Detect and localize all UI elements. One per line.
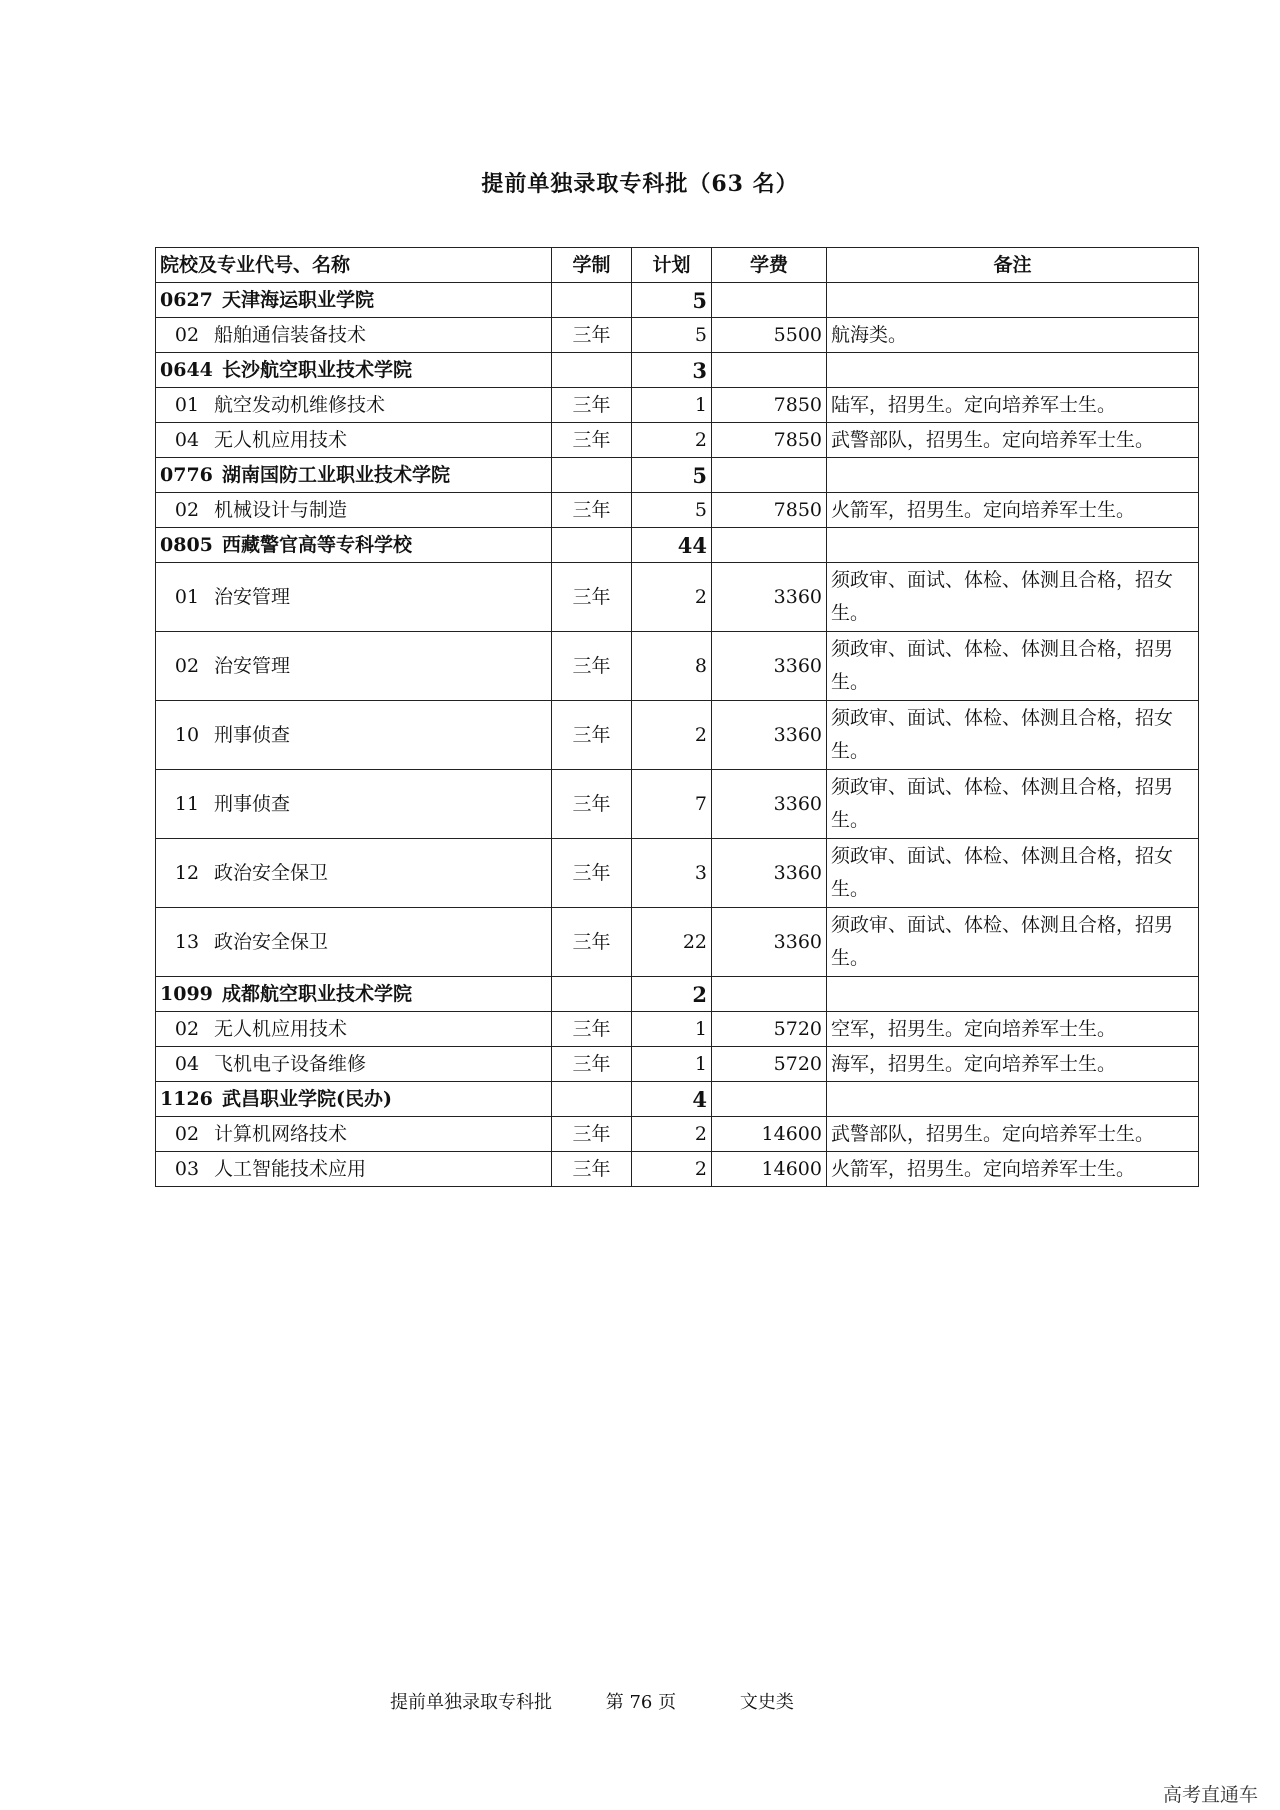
major-code: 04 bbox=[174, 1052, 200, 1075]
cell-years bbox=[552, 528, 632, 563]
cell-name bbox=[156, 388, 552, 423]
cell-note: 须政审、面试、体检、体测且合格，招男生。 bbox=[827, 770, 1199, 839]
major-name: 航空发动机维修技术 bbox=[214, 393, 386, 416]
cell-plan: 8 bbox=[632, 632, 712, 701]
major-code: 11 bbox=[174, 792, 200, 815]
cell-plan: 3 bbox=[632, 839, 712, 908]
header-fee: 学费 bbox=[712, 248, 827, 283]
school-code: 1099 bbox=[160, 982, 213, 1005]
table-header-row bbox=[156, 248, 1199, 283]
major-name: 飞机电子设备维修 bbox=[214, 1052, 367, 1075]
major-row bbox=[156, 701, 1199, 770]
cell-fee: 3360 bbox=[712, 839, 827, 908]
cell-name bbox=[156, 528, 552, 563]
cell-plan: 2 bbox=[632, 701, 712, 770]
cell-name bbox=[156, 1012, 552, 1047]
cell-name bbox=[156, 1117, 552, 1152]
school-name: 湖南国防工业职业技术学院 bbox=[222, 463, 451, 486]
major-row bbox=[156, 493, 1199, 528]
cell-fee bbox=[712, 977, 827, 1012]
cell-note: 航海类。 bbox=[827, 318, 1199, 353]
cell-name bbox=[156, 908, 552, 977]
cell-plan: 1 bbox=[632, 388, 712, 423]
cell-years bbox=[552, 458, 632, 493]
cell-fee: 7850 bbox=[712, 493, 827, 528]
cell-plan: 4 bbox=[632, 1082, 712, 1117]
cell-name bbox=[156, 1152, 552, 1187]
cell-fee: 3360 bbox=[712, 908, 827, 977]
major-code: 12 bbox=[174, 861, 200, 884]
major-code: 02 bbox=[174, 498, 200, 521]
major-name: 船舶通信装备技术 bbox=[214, 323, 367, 346]
major-name: 计算机网络技术 bbox=[214, 1122, 348, 1145]
cell-note bbox=[827, 528, 1199, 563]
cell-note: 须政审、面试、体检、体测且合格，招男生。 bbox=[827, 908, 1199, 977]
major-row bbox=[156, 388, 1199, 423]
major-row bbox=[156, 839, 1199, 908]
cell-fee: 7850 bbox=[712, 388, 827, 423]
cell-note: 须政审、面试、体检、体测且合格，招女生。 bbox=[827, 563, 1199, 632]
cell-years bbox=[552, 353, 632, 388]
cell-plan: 7 bbox=[632, 770, 712, 839]
watermark-text: 高考直通车 bbox=[1162, 1784, 1258, 1806]
school-row bbox=[156, 458, 1199, 493]
major-name: 政治安全保卫 bbox=[214, 930, 329, 953]
cell-note: 武警部队，招男生。定向培养军士生。 bbox=[827, 423, 1199, 458]
cell-note bbox=[827, 283, 1199, 318]
cell-note: 火箭军，招男生。定向培养军士生。 bbox=[827, 493, 1199, 528]
header-plan: 计划 bbox=[632, 248, 712, 283]
school-name: 武昌职业学院(民办) bbox=[222, 1087, 392, 1110]
footer-page-number: 第 76 页 bbox=[605, 1692, 677, 1713]
major-code: 10 bbox=[174, 723, 200, 746]
major-row bbox=[156, 318, 1199, 353]
footer-section: 提前单独录取专科批 bbox=[390, 1692, 552, 1713]
school-name: 天津海运职业学院 bbox=[222, 288, 375, 311]
cell-years: 三年 bbox=[552, 423, 632, 458]
school-code: 0805 bbox=[160, 533, 213, 556]
school-name: 西藏警官高等专科学校 bbox=[222, 533, 413, 556]
major-row bbox=[156, 423, 1199, 458]
school-code: 1126 bbox=[160, 1087, 213, 1110]
cell-name bbox=[156, 283, 552, 318]
cell-years: 三年 bbox=[552, 1047, 632, 1082]
school-row bbox=[156, 283, 1199, 318]
cell-years: 三年 bbox=[552, 908, 632, 977]
cell-note: 空军，招男生。定向培养军士生。 bbox=[827, 1012, 1199, 1047]
cell-fee: 5720 bbox=[712, 1047, 827, 1082]
major-name: 刑事侦查 bbox=[214, 723, 291, 746]
cell-fee: 3360 bbox=[712, 701, 827, 770]
cell-years bbox=[552, 283, 632, 318]
school-name: 成都航空职业技术学院 bbox=[222, 982, 413, 1005]
major-row bbox=[156, 632, 1199, 701]
cell-plan: 1 bbox=[632, 1012, 712, 1047]
cell-name bbox=[156, 1082, 552, 1117]
cell-plan: 22 bbox=[632, 908, 712, 977]
major-code: 02 bbox=[174, 1017, 200, 1040]
cell-plan: 44 bbox=[632, 528, 712, 563]
cell-fee bbox=[712, 353, 827, 388]
cell-note: 须政审、面试、体检、体测且合格，招女生。 bbox=[827, 701, 1199, 770]
cell-plan: 5 bbox=[632, 493, 712, 528]
cell-note bbox=[827, 977, 1199, 1012]
school-code: 0776 bbox=[160, 463, 213, 486]
cell-plan: 2 bbox=[632, 1117, 712, 1152]
page-title: 提前单独录取专科批（63 名） bbox=[481, 171, 799, 197]
cell-plan: 2 bbox=[632, 977, 712, 1012]
major-row bbox=[156, 1047, 1199, 1082]
cell-plan: 3 bbox=[632, 353, 712, 388]
cell-fee bbox=[712, 283, 827, 318]
cell-years: 三年 bbox=[552, 563, 632, 632]
cell-plan: 5 bbox=[632, 283, 712, 318]
school-row bbox=[156, 353, 1199, 388]
school-row bbox=[156, 1082, 1199, 1117]
cell-name bbox=[156, 353, 552, 388]
cell-name bbox=[156, 318, 552, 353]
cell-plan: 2 bbox=[632, 1152, 712, 1187]
major-name: 治安管理 bbox=[214, 654, 291, 677]
cell-years: 三年 bbox=[552, 318, 632, 353]
major-code: 04 bbox=[174, 428, 200, 451]
cell-note: 须政审、面试、体检、体测且合格，招男生。 bbox=[827, 632, 1199, 701]
cell-years: 三年 bbox=[552, 770, 632, 839]
cell-fee: 5500 bbox=[712, 318, 827, 353]
major-name: 政治安全保卫 bbox=[214, 861, 329, 884]
school-row bbox=[156, 977, 1199, 1012]
major-row bbox=[156, 1012, 1199, 1047]
cell-years: 三年 bbox=[552, 493, 632, 528]
school-code: 0644 bbox=[160, 358, 213, 381]
major-code: 02 bbox=[174, 654, 200, 677]
cell-name bbox=[156, 770, 552, 839]
major-code: 03 bbox=[174, 1157, 200, 1180]
cell-years: 三年 bbox=[552, 632, 632, 701]
cell-name bbox=[156, 1047, 552, 1082]
cell-years: 三年 bbox=[552, 839, 632, 908]
cell-name bbox=[156, 493, 552, 528]
major-row bbox=[156, 1152, 1199, 1187]
cell-fee bbox=[712, 458, 827, 493]
cell-note bbox=[827, 458, 1199, 493]
cell-years: 三年 bbox=[552, 1152, 632, 1187]
cell-years: 三年 bbox=[552, 1117, 632, 1152]
cell-years: 三年 bbox=[552, 1012, 632, 1047]
school-row bbox=[156, 528, 1199, 563]
cell-plan: 1 bbox=[632, 1047, 712, 1082]
school-name: 长沙航空职业技术学院 bbox=[222, 358, 413, 381]
cell-plan: 5 bbox=[632, 458, 712, 493]
page-footer bbox=[390, 1688, 794, 1714]
cell-years bbox=[552, 977, 632, 1012]
major-code: 01 bbox=[174, 393, 200, 416]
cell-years bbox=[552, 1082, 632, 1117]
admission-table bbox=[155, 247, 1199, 1187]
major-name: 刑事侦查 bbox=[214, 792, 291, 815]
major-name: 人工智能技术应用 bbox=[214, 1157, 367, 1180]
cell-note: 须政审、面试、体检、体测且合格，招女生。 bbox=[827, 839, 1199, 908]
cell-name bbox=[156, 839, 552, 908]
cell-fee: 5720 bbox=[712, 1012, 827, 1047]
major-code: 01 bbox=[174, 585, 200, 608]
cell-note: 海军，招男生。定向培养军士生。 bbox=[827, 1047, 1199, 1082]
cell-plan: 5 bbox=[632, 318, 712, 353]
major-name: 无人机应用技术 bbox=[214, 1017, 348, 1040]
cell-plan: 2 bbox=[632, 563, 712, 632]
cell-name bbox=[156, 701, 552, 770]
major-name: 治安管理 bbox=[214, 585, 291, 608]
cell-years: 三年 bbox=[552, 388, 632, 423]
cell-fee bbox=[712, 1082, 827, 1117]
cell-years: 三年 bbox=[552, 701, 632, 770]
cell-note: 陆军，招男生。定向培养军士生。 bbox=[827, 388, 1199, 423]
major-code: 02 bbox=[174, 1122, 200, 1145]
major-code: 13 bbox=[174, 930, 200, 953]
header-years: 学制 bbox=[552, 248, 632, 283]
major-row bbox=[156, 563, 1199, 632]
cell-fee: 3360 bbox=[712, 563, 827, 632]
cell-name bbox=[156, 632, 552, 701]
cell-fee: 3360 bbox=[712, 632, 827, 701]
cell-fee: 14600 bbox=[712, 1152, 827, 1187]
school-code: 0627 bbox=[160, 288, 213, 311]
major-code: 02 bbox=[174, 323, 200, 346]
footer-category: 文史类 bbox=[739, 1692, 794, 1713]
header-name: 院校及专业代号、名称 bbox=[156, 248, 552, 283]
header-note: 备注 bbox=[827, 248, 1199, 283]
cell-name bbox=[156, 977, 552, 1012]
cell-name bbox=[156, 458, 552, 493]
table-body bbox=[156, 283, 1199, 1187]
major-row bbox=[156, 908, 1199, 977]
cell-fee: 3360 bbox=[712, 770, 827, 839]
major-name: 机械设计与制造 bbox=[214, 498, 348, 521]
cell-note: 火箭军，招男生。定向培养军士生。 bbox=[827, 1152, 1199, 1187]
cell-fee: 14600 bbox=[712, 1117, 827, 1152]
cell-fee bbox=[712, 528, 827, 563]
cell-plan: 2 bbox=[632, 423, 712, 458]
major-row bbox=[156, 770, 1199, 839]
cell-note: 武警部队，招男生。定向培养军士生。 bbox=[827, 1117, 1199, 1152]
major-row bbox=[156, 1117, 1199, 1152]
major-name: 无人机应用技术 bbox=[214, 428, 348, 451]
cell-fee: 7850 bbox=[712, 423, 827, 458]
cell-note bbox=[827, 1082, 1199, 1117]
cell-name bbox=[156, 423, 552, 458]
cell-name bbox=[156, 563, 552, 632]
cell-note bbox=[827, 353, 1199, 388]
